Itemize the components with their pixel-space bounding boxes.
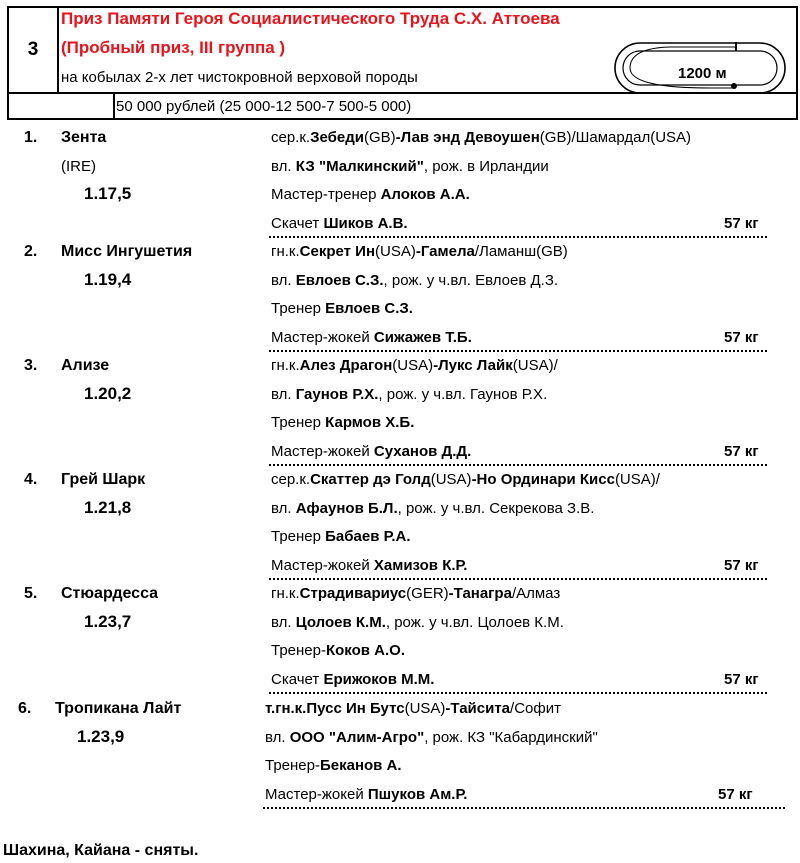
footer-note: Шахина, Кайана - сняты.	[3, 842, 199, 859]
owner-line	[271, 272, 558, 289]
owner-line-part: вл.	[271, 271, 296, 289]
jockey-line-part: Сижажев Т.Б.	[373, 328, 472, 346]
race-conditions: на кобылах 2-х лет чистокровной верховой породы	[61, 69, 418, 86]
trainer-line-part: Тренер	[271, 414, 326, 431]
owner-line-part: , рож. у ч.вл. Цолоев К.М.	[385, 613, 564, 631]
pedigree-line-part: (USA)/	[614, 471, 660, 488]
trainer-line-part: Тренер	[271, 528, 326, 545]
jockey-line-part: Мастер-жокей	[271, 328, 374, 346]
result-place: 1.	[24, 129, 38, 146]
owner-line	[271, 500, 594, 517]
jockey-line	[271, 215, 408, 232]
weight-value: 57 кг	[724, 670, 759, 688]
weight-value: 57 кг	[724, 214, 759, 232]
horse-name: Зента	[61, 129, 107, 146]
horse-name: Ализе	[61, 357, 110, 374]
owner-line-part: ООО "Алим-Агро"	[289, 728, 425, 746]
trainer-line-part: Алоков А.А.	[380, 186, 470, 203]
pedigree-line-part: /Алмаз	[511, 585, 561, 602]
horse-name: Мисс Ингушетия	[61, 243, 193, 260]
result-place: 6.	[18, 700, 32, 717]
jockey-line-part: Скачет	[271, 214, 324, 232]
entry-separator	[269, 236, 767, 238]
owner-line-part: , рож. у ч.вл. Секрекова З.В.	[397, 499, 595, 517]
jockey-line-part: Суханов Д.Д.	[373, 442, 472, 460]
pedigree-line	[271, 357, 558, 374]
trainer-line-part: Тренер-	[271, 642, 326, 659]
pedigree-line-part: Алез Драгон	[299, 357, 393, 374]
owner-line-part: , рож. у ч.вл. Евлоев Д.З.	[383, 271, 559, 289]
trainer-line-part: Кармов Х.Б.	[325, 414, 415, 431]
jockey-line-part: Пшуков Ам.Р.	[367, 785, 468, 803]
trainer-line-part: Тренер	[271, 300, 326, 317]
trainer-line	[271, 300, 413, 317]
weight-value: 57 кг	[724, 556, 759, 574]
race-number: 3	[9, 8, 59, 92]
pedigree-line-part: гн.к.	[271, 357, 300, 374]
owner-line-part: Афаунов Б.Л.	[295, 499, 398, 517]
pedigree-line-part: Пусс Ин Бутс	[306, 700, 405, 717]
finish-time: 1.23,9	[77, 727, 125, 746]
jockey-line-part: Хамизов К.Р.	[373, 556, 468, 574]
pedigree-line-part: сер.к.	[271, 129, 311, 146]
pedigree-line-part: /Софит	[510, 700, 561, 717]
race-title: Приз Памяти Героя Социалистического Труда С.Х. Аттоева	[61, 9, 560, 28]
weight-value: 57 кг	[724, 442, 759, 460]
pedigree-line	[265, 700, 561, 717]
jockey-line-part: Шиков А.В.	[323, 214, 408, 232]
finish-time: 1.17,5	[84, 184, 132, 203]
pedigree-line-part: гн.к.	[271, 585, 300, 602]
pedigree-line-part: /Ламанш(GB)	[474, 243, 568, 260]
jockey-line	[271, 329, 472, 346]
result-place: 2.	[24, 243, 38, 260]
entry-separator	[263, 807, 785, 809]
jockey-line-part: Скачет	[271, 670, 324, 688]
pedigree-line	[271, 471, 660, 488]
owner-line-part: вл.	[271, 499, 296, 517]
pedigree-line-part: т.гн.к.	[265, 700, 307, 717]
pedigree-line-part: (USA)	[404, 700, 446, 717]
pedigree-line-part: -Лукс Лайк	[433, 357, 513, 374]
pedigree-line-part: (GB)	[364, 129, 396, 146]
owner-line-part: , рож. у ч.вл. Гаунов Р.Х.	[378, 385, 548, 403]
weight-value: 57 кг	[724, 328, 759, 346]
trainer-line-part: Беканов А.	[319, 757, 402, 774]
jockey-line	[265, 786, 467, 803]
pedigree-line-part: (GER)	[406, 585, 449, 602]
race-subtitle: (Пробный приз, III группа )	[61, 38, 286, 57]
trainer-line	[265, 757, 402, 774]
finish-marker	[731, 83, 737, 89]
owner-line-part: Евлоев С.З.	[295, 271, 384, 289]
pedigree-line-part: (USA)/	[512, 357, 558, 374]
pedigree-line	[271, 585, 560, 602]
entry-separator	[269, 578, 767, 580]
finish-time: 1.21,8	[84, 498, 132, 517]
jockey-line-part: Мастер-жокей	[271, 442, 374, 460]
jockey-line	[271, 671, 434, 688]
pedigree-line-part: (USA)	[430, 471, 472, 488]
pedigree-line-part: -Гамела	[415, 243, 475, 260]
horse-name: Тропикана Лайт	[55, 700, 182, 717]
trainer-line	[271, 414, 414, 431]
pedigree-line-part: Страдивариус	[299, 585, 407, 602]
entry-separator	[269, 692, 767, 694]
trainer-line	[271, 528, 411, 545]
owner-line	[265, 729, 598, 746]
trainer-line-part: Бабаев Р.А.	[325, 528, 411, 545]
pedigree-line-part: сер.к.	[271, 471, 311, 488]
owner-line-part: КЗ "Малкинский"	[295, 157, 424, 175]
owner-line-part: , рож. в Ирландии	[423, 157, 549, 175]
pedigree-line-part: (USA)	[375, 243, 416, 260]
pedigree-line-part: -Но Ординари Кисс	[471, 471, 615, 488]
track-diagram	[610, 34, 792, 100]
race-purse: 50 000 рублей (25 000-12 500-7 500-5 000)	[116, 98, 412, 115]
owner-line-part: Гаунов Р.Х.	[295, 385, 379, 403]
entry-separator	[269, 350, 767, 352]
trainer-line-part: Коков А.О.	[325, 642, 405, 659]
result-place: 3.	[24, 357, 38, 374]
pedigree-line-part: Скаттер дэ Голд	[310, 471, 431, 488]
pedigree-line-part: (USA)	[392, 357, 434, 374]
pedigree-line-part: Секрет Ин	[299, 243, 376, 260]
owner-line-part: , рож. КЗ "Кабардинский"	[424, 728, 598, 746]
trainer-line	[271, 186, 470, 203]
jockey-line-part: Мастер-жокей	[265, 785, 368, 803]
weight-value: 57 кг	[718, 785, 753, 803]
pedigree-line-part: Зебеди	[310, 129, 364, 146]
pedigree-line-part: -Тайсита	[445, 700, 511, 717]
result-place: 5.	[24, 585, 38, 602]
pedigree-line-part: -Танагра	[448, 585, 512, 602]
track-distance: 1200 м	[678, 65, 727, 82]
pedigree-line	[271, 129, 691, 146]
finish-time: 1.20,2	[84, 384, 132, 403]
jockey-line-part: Мастер-жокей	[271, 556, 374, 574]
pedigree-line-part: -Лав энд Девоушен	[395, 129, 540, 146]
jockey-line-part: Ерижоков М.М.	[323, 670, 435, 688]
owner-line-part: Цолоев К.М.	[295, 613, 386, 631]
trainer-line-part: Мастер-тренер	[271, 186, 381, 203]
pedigree-line	[271, 243, 568, 260]
owner-line-part: вл.	[271, 157, 296, 175]
finish-time: 1.23,7	[84, 612, 132, 631]
owner-line	[271, 158, 549, 175]
trainer-line-part: Евлоев С.З.	[325, 300, 413, 317]
jockey-line	[271, 557, 467, 574]
horse-name: Стюардесса	[61, 585, 159, 602]
finish-time: 1.19,4	[84, 270, 132, 289]
result-place: 4.	[24, 471, 38, 488]
owner-line-part: вл.	[271, 385, 296, 403]
entry-separator	[269, 464, 767, 466]
jockey-line	[271, 443, 471, 460]
pedigree-line-part: гн.к.	[271, 243, 300, 260]
pedigree-line-part: (GB)/Шамардал(USA)	[539, 129, 692, 146]
header-purse-divider	[113, 92, 115, 120]
owner-line	[271, 614, 564, 631]
owner-line	[271, 386, 547, 403]
owner-line-part: вл.	[265, 728, 290, 746]
trainer-line	[271, 642, 405, 659]
horse-name: Грей Шарк	[61, 471, 146, 488]
owner-line-part: вл.	[271, 613, 296, 631]
horse-origin: (IRE)	[61, 158, 96, 175]
trainer-line-part: Тренер-	[265, 757, 320, 774]
